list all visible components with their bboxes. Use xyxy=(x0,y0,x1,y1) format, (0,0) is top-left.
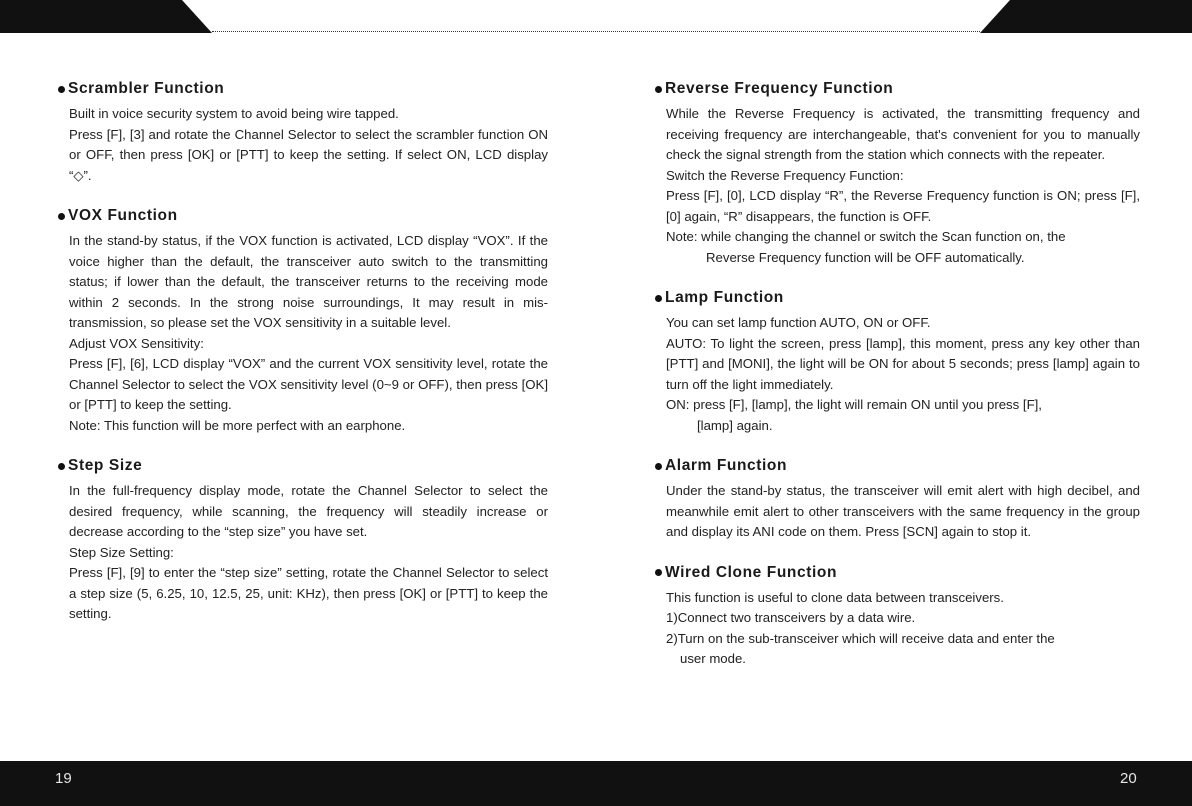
section-heading xyxy=(655,564,1140,582)
paragraph: Press [F], [9] to enter the “step size” setting, rotate the Channel Selector to select a step size (5, 6.25, 10, 12.5, 25, unit: KHz), then press [OK] or [PTT] to keep the setting. xyxy=(69,565,548,621)
paragraph: [lamp] again. xyxy=(697,417,773,433)
paragraph: Press [F], [6], LCD display “VOX” and the current VOX sensitivity level, rotate the Channel Selector to select the VOX sensitivity level (0~9 or OFF), then press [OK] or [PTT] to keep the setting. xyxy=(69,356,548,412)
section-step-size xyxy=(58,457,548,625)
paragraph: Adjust VOX Sensitivity: xyxy=(69,335,204,351)
paragraph: Under the stand-by status, the transceiver will emit alert with high decibel, and meanwhile emit alert to other transceivers with the same frequency in the group and display its ANI code on them. Press [SCN] again to stop it. xyxy=(666,483,1140,539)
top-right-wedge xyxy=(980,0,1192,33)
page-number-right: 20 xyxy=(1120,770,1137,787)
top-dotted-rule xyxy=(212,31,980,32)
heading-text: Step Size xyxy=(68,457,143,474)
paragraph: Built in voice security system to avoid being wire tapped. xyxy=(69,106,399,121)
page-number-left: 19 xyxy=(55,770,72,787)
paragraph: Reverse Frequency function will be OFF automatically. xyxy=(706,249,1025,265)
section-heading xyxy=(58,207,548,225)
paragraph: ON: press [F], [lamp], the light will remain ON until you press [F], xyxy=(666,397,1042,412)
heading-text: Reverse Frequency Function xyxy=(665,80,894,97)
paragraph: You can set lamp function AUTO, ON or OFF. xyxy=(666,315,931,330)
section-alarm xyxy=(655,457,1140,543)
section-heading xyxy=(58,457,548,475)
bullet-icon xyxy=(655,86,662,93)
paragraph: Note: while changing the channel or switch the Scan function on, the xyxy=(666,229,1066,244)
paragraph: Note: This function will be more perfect with an earphone. xyxy=(69,417,406,433)
bullet-icon xyxy=(58,463,65,470)
right-page-column xyxy=(655,80,1140,691)
section-heading xyxy=(58,80,548,98)
paragraph: Switch the Reverse Frequency Function: xyxy=(666,167,904,183)
bullet-icon xyxy=(655,463,662,470)
heading-text: Wired Clone Function xyxy=(665,563,838,581)
paragraph: While the Reverse Frequency is activated, the transmitting frequency and receiving frequency are interchangeable, that's convenient for you to manually check the signal strength from the station which connects with the repeater. xyxy=(666,106,1140,162)
bottom-border xyxy=(0,761,1192,806)
heading-text: VOX Function xyxy=(68,207,178,224)
section-heading xyxy=(655,457,1140,475)
section-vox xyxy=(58,207,548,436)
paragraph: Step Size Setting: xyxy=(69,544,174,560)
section-lamp xyxy=(655,289,1140,436)
bullet-icon xyxy=(655,295,662,302)
heading-text: Alarm Function xyxy=(665,457,788,474)
section-heading xyxy=(655,80,1140,98)
top-border xyxy=(0,0,1192,33)
heading-text: Lamp Function xyxy=(665,289,784,306)
top-left-wedge xyxy=(0,0,212,33)
paragraph: 2)Turn on the sub-transceiver which will receive data and enter the xyxy=(666,630,1055,646)
bullet-icon xyxy=(58,86,65,93)
section-heading xyxy=(655,289,1140,307)
paragraph: This function is useful to clone data between transceivers. xyxy=(666,589,1004,605)
left-page-column xyxy=(58,80,548,646)
paragraph: user mode. xyxy=(680,651,746,666)
section-wired-clone xyxy=(655,564,1140,670)
paragraph: In the full-frequency display mode, rotate the Channel Selector to select the desired frequency, while scanning, the frequency will steadily increase or decrease according to the “step size” you have set. xyxy=(69,483,548,539)
paragraph: Press [F], [3] and rotate the Channel Selector to select the scrambler function ON or OFF, then press [OK] or [PTT] to keep the setting. If select ON, LCD display “◇”. xyxy=(69,126,548,183)
heading-text: Scrambler Function xyxy=(68,80,225,97)
bullet-icon xyxy=(58,213,65,220)
bullet-icon xyxy=(655,569,662,576)
paragraph: AUTO: To light the screen, press [lamp], this moment, press any key other than [PTT] and [MONI], the light will be ON for about 5 seconds; press [lamp] again to turn off the light immediately. xyxy=(666,335,1140,392)
section-scrambler xyxy=(58,80,548,186)
section-reverse-frequency xyxy=(655,80,1140,268)
paragraph: Press [F], [0], LCD display “R”, the Reverse Frequency function is ON; press [F], [0] again, “R” disappears, the function is OFF. xyxy=(666,188,1140,224)
paragraph: 1)Connect two transceivers by a data wire. xyxy=(666,610,916,625)
paragraph: In the stand-by status, if the VOX function is activated, LCD display “VOX”. If the voice higher than the default, the transceiver auto switch to the transmitting status; if lower than the default, the transceiver returns to the receiving mode within 2 seconds. In the strong noise surroundings, It may result in mis-transmission, so please set the VOX sensitivity in a suitable level. xyxy=(69,233,548,330)
